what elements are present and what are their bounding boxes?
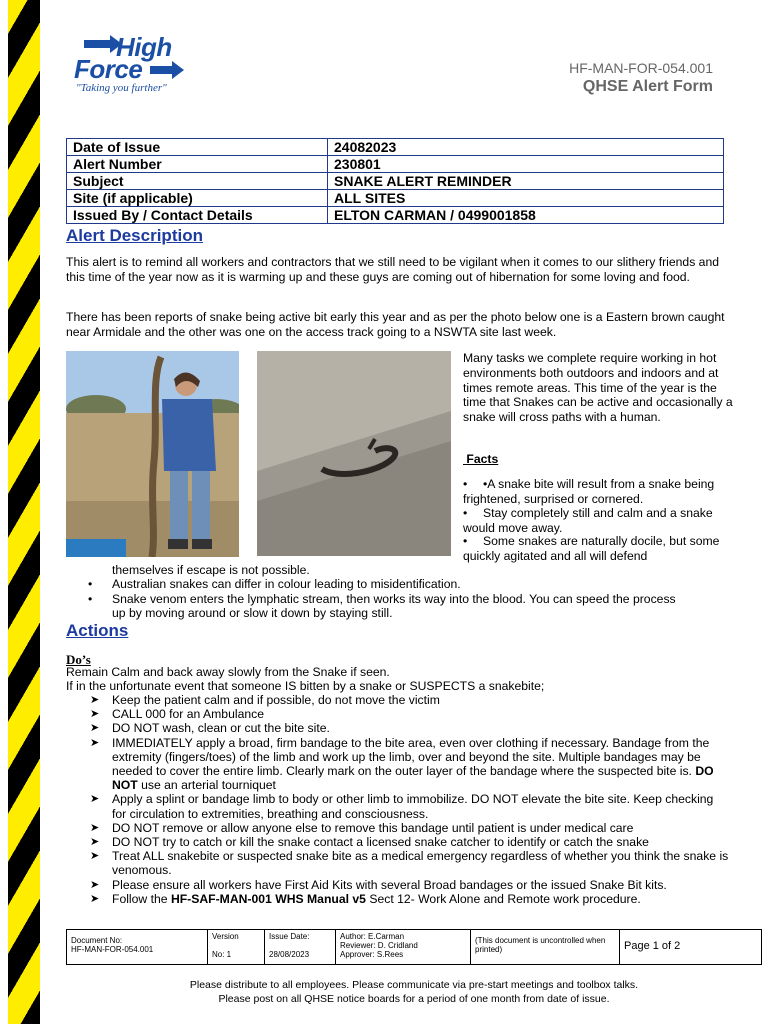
list-item-text: DO NOT remove or allow anyone else to remove this bandage until patient is under medical care [112,820,634,835]
date-of-issue-label: Date of Issue [67,139,328,156]
actions-line-1: Remain Calm and back away slowly from the Snake if seen. [66,665,390,679]
arrow-bullet-icon: ➤ [90,694,100,706]
fact-bullet-3-continued: themselves if escape is not possible. [112,563,310,577]
alert-description-para-2: There has been reports of snake being active bit early this year and as per the photo below one is a Eastern brown caught near Armidale and the other was one on the access track going to a NSWTA site last week. [66,310,725,339]
alert-description-heading: Alert Description [66,226,203,245]
facts-heading [463,452,733,467]
list-item [90,693,730,707]
fact-bullet-2 [463,506,733,536]
table-row [67,190,724,207]
high-force-logo [70,30,200,100]
list-item-bold: DO NOT [112,764,714,793]
alert-info-table [66,138,724,224]
arrow-bullet-icon: ➤ [90,850,100,863]
actions-heading: Actions [66,621,129,640]
bullet-dot: • [463,477,468,491]
fact-text: Australian snakes can differ in colour leading to misidentification. [112,577,461,591]
list-item-text: Please ensure all workers have First Aid Kits with several Broad bandages or the issued Snake Bit kits. [112,877,667,892]
subject-label: Subject [67,173,328,190]
fact-bullet-1 [463,477,733,507]
list-item-text: Apply a splint or bandage limb to body or other limb to immobilize. DO NOT elevate the bite site. Keep checking for circulation to extremities, breathing and consciousness. [112,792,714,821]
issue-date-cell [265,930,336,965]
fact-bullet-3 [463,534,733,564]
list-item-text: DO NOT wash, clean or cut the bite site. [112,721,330,736]
dos-heading: Do’s [66,652,91,667]
list-item [90,835,730,849]
uncontrolled-notice: (This document is uncontrolled when printed) [471,930,620,965]
distribution-note [66,978,762,1006]
actions-list [90,693,730,906]
issued-by-label: Issued By / Contact Details [67,207,328,224]
list-item-text: CALL 000 for an Ambulance [112,707,264,722]
photo-person-holding-snake [66,351,239,557]
list-item [90,892,730,906]
doc-no-cell [67,930,208,965]
table-row [67,156,724,173]
fact-text: Stay completely still and calm and a snake would move away. [463,506,713,535]
list-item [90,878,730,892]
document-control-footer [66,929,762,965]
list-item [90,821,730,835]
alert-number-label: Alert Number [67,156,328,173]
list-item-text: DO NOT try to catch or kill the snake contact a licensed snake catcher to identify or catch the snake [112,835,649,850]
fact-text: Some snakes are naturally docile, but some quickly agitated and all will defend [463,534,720,563]
reviewer: Reviewer: D. Cridland [340,941,418,950]
bullet-dot: • [463,506,468,520]
fact-bullet-5-continued: up by moving around or slow it down by staying still. [112,606,393,620]
list-item [90,849,730,877]
fact-bullet-4 [88,577,732,592]
arrow-bullet-icon: ➤ [90,892,100,905]
manual-reference: HF-SAF-MAN-001 WHS Manual v5 [170,891,366,906]
logo-word-high: High [116,32,172,62]
version-value: No: 1 [212,950,232,959]
facts-heading-label: Facts [466,452,499,466]
photo-snake-on-track [257,351,451,556]
subject-value: SNAKE ALERT REMINDER [328,173,724,190]
list-item-text: Keep the patient calm and if possible, do not move the victim [112,693,440,707]
table-row [67,139,724,156]
doc-no-value: HF-MAN-FOR-054.001 [71,945,154,954]
issue-date-label: Issue Date: [269,932,310,941]
version-cell [208,930,265,965]
document-reference [569,60,713,96]
list-item [90,721,730,735]
arrow-bullet-icon: ➤ [90,821,100,834]
list-item-tail: Sect 12- Work Alone and Remote work procedure. [365,891,641,906]
list-item [90,707,730,721]
page-number: Page 1 of 2 [620,930,762,965]
table-row [67,930,762,965]
table-row [67,207,724,224]
arrow-bullet-icon: ➤ [90,722,100,735]
fact-text: •A snake bite will result from a snake being frightened, surprised or cornered. [463,477,715,506]
arrow-bullet-icon: ➤ [90,793,100,806]
logo-tagline: "Taking you further" [76,82,167,94]
arrow-bullet-icon: ➤ [90,836,100,849]
list-item [90,736,730,793]
author-cell [336,930,471,965]
approver: Approver: S.Rees [340,950,404,959]
author: Author: E.Carman [340,932,405,941]
alert-description-para-1: This alert is to remind all workers and contractors that we still need to be vigilant when it comes to our slithery friends and this time of the year now as it is warming up and these guys are coming out of hibernation for some loving and food. [66,255,720,284]
doc-no-label: Document No: [71,936,123,945]
logo-word-force: Force [74,54,143,84]
hazard-stripe-edge [40,0,46,1024]
bullet-dot: • [463,534,468,548]
bullet-dot: • [88,577,93,591]
site-label: Site (if applicable) [67,190,328,207]
issued-by-value: ELTON CARMAN / 0499001858 [328,207,724,224]
issue-date-value: 28/08/2023 [269,950,310,959]
list-item-tail: use an arterial tourniquet [137,778,276,793]
bullet-dot: • [88,592,93,606]
distribution-note-1: Please distribute to all employees. Please communicate via pre-start meetings and toolbox talks. [189,979,639,991]
fact-bullet-5 [88,592,732,607]
hazard-context-text: Many tasks we complete require working in hot environments both outdoors and indoors and at times remote areas. This time of the year is the time that Snakes can be active and occasionally a snake will cross paths with a human. [463,351,733,425]
arrow-bullet-icon: ➤ [90,878,100,891]
arrow-bullet-icon: ➤ [90,736,100,749]
alert-number-value: 230801 [328,156,724,173]
form-title: QHSE Alert Form [582,78,713,95]
actions-line-2: If in the unfortunate event that someone IS bitten by a snake or SUSPECTS a snakebite; [66,679,545,693]
list-item [90,792,730,820]
date-of-issue-value: 24082023 [328,139,724,156]
distribution-note-2: Please post on all QHSE notice boards for a period of one month from date of issue. [218,993,610,1005]
list-item-text: Follow the [112,891,171,906]
table-row [67,173,724,190]
list-item-text: Treat ALL snakebite or suspected snake bite as a medical emergency regardless of whether you think the snake is venomous. [112,849,729,878]
list-item-text: IMMEDIATELY apply a broad, firm bandage to the bite area, even over clothing if necessary. Bandage from the extremity (fingers/toes) of the limb and work up the limb, over and beyond the site. Multiple bandages may be needed to cover the entire limb. Clearly mark on the outer layer of the bandage where the suspected bite is. [112,735,710,779]
arrow-bullet-icon: ➤ [90,708,100,721]
document-code: HF-MAN-FOR-054.001 [569,60,713,76]
fact-text: Snake venom enters the lymphatic stream, then works its way into the blood. You can speed the process [112,592,676,606]
site-value: ALL SITES [328,190,724,207]
version-label: Version [212,932,239,941]
